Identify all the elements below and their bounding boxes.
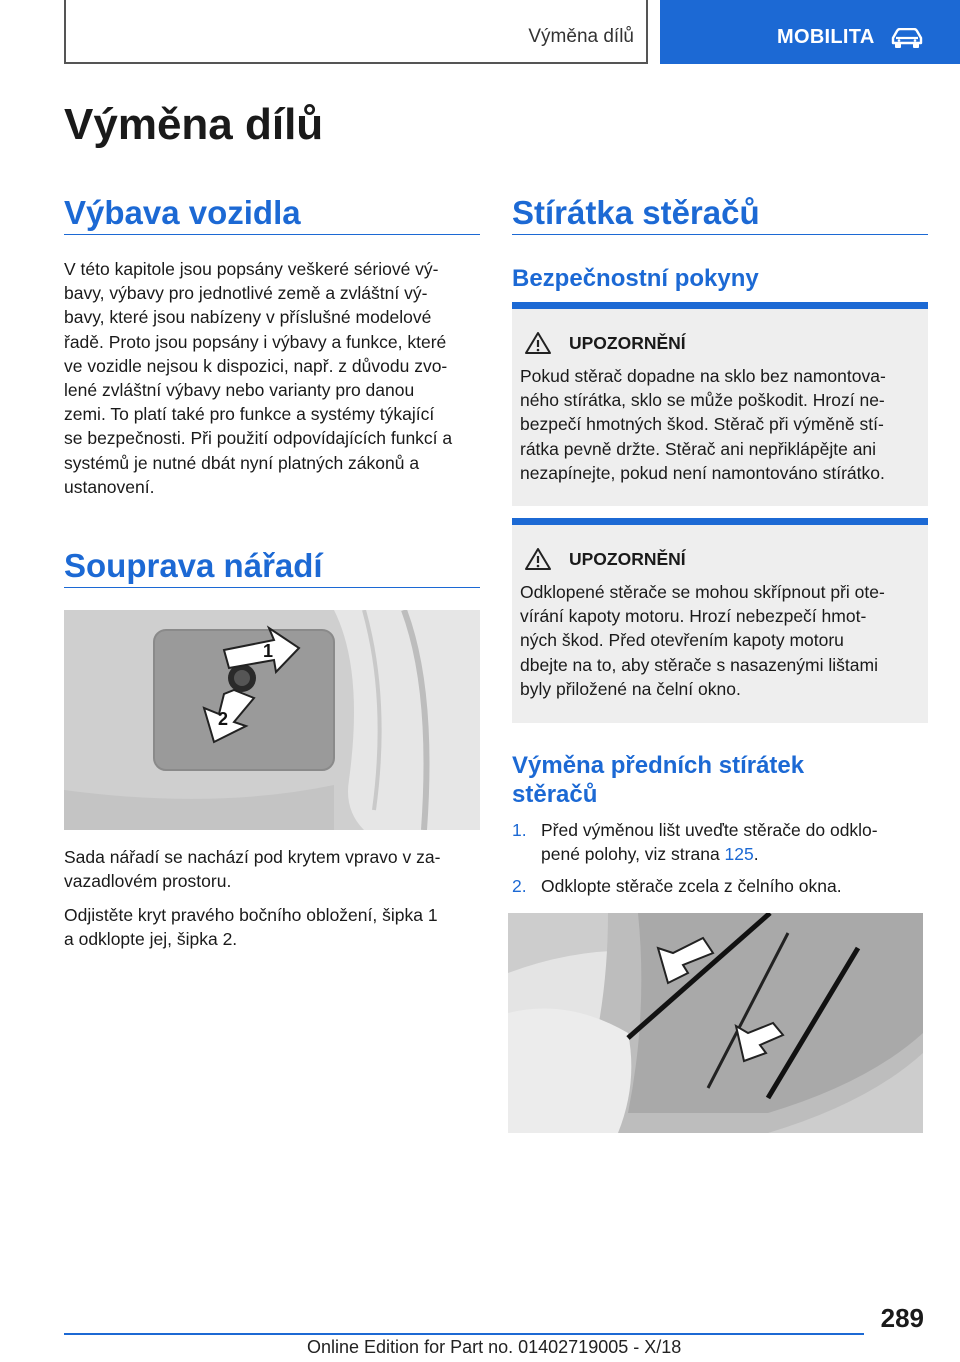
footer-rule [64, 1333, 864, 1335]
heading-stiratka: Stírátka stěračů [512, 194, 760, 231]
step-number: 1. [512, 820, 527, 840]
heading-vybava: Výbava vozidla [64, 194, 301, 231]
wiper-photo [508, 913, 923, 1133]
figure-label-1: 1 [263, 641, 274, 661]
warning-text: Odklopené stěrače se mohou skřípnout při ote‐ vírání kapoty motoru. Hrozí nebezpečí hmot‐ ných škod. Před otevřením kapoty motoru dbejte na to, aby stěrače s nasazenými lištami byly přiložené na čelní okno. [520, 582, 885, 699]
step-text: Před výměnou lišt uveďte stěrače do odklo‐ pené polohy, viz strana 125. [541, 820, 878, 865]
warning-box [512, 302, 928, 506]
warning-triangle-icon [524, 331, 552, 355]
warning-text: Pokud stěrač dopadne na sklo bez namontova‐ ného stírátka, sklo se může poškodit. Hrozí ne‐ bezpečí hmotných škod. Stěrač při výměně stí‐ rátka pevně držte. Stěrač ani nepřiklápějte ani nezapínejte, pokud není namontováno stírátko. [520, 366, 886, 483]
footer-edition-text: Online Edition for Part no. 01402719005 - X/18 [307, 1337, 682, 1357]
warning-triangle-icon [524, 547, 552, 571]
page-number: 289 [880, 1303, 924, 1333]
page-reference-link[interactable]: 125 [724, 844, 754, 865]
car-icon [890, 28, 924, 50]
step-item [512, 874, 932, 900]
heading-rule [512, 234, 928, 235]
page-title: Výměna dílů [64, 100, 324, 149]
step-number: 2. [512, 876, 527, 896]
heading-vymena-prednich-stiratek: Výměna předních stírátek stěračů [512, 752, 805, 808]
souprava-paragraph-1: Sada nářadí se nachází pod krytem vpravo v za‐ vazadlovém prostoru. [64, 847, 441, 892]
step-text: Odklopte stěrače zcela z čelního okna. [541, 876, 842, 896]
souprava-paragraph-2: Odjistěte kryt pravého bočního obložení, šipka 1 a odklopte jej, šipka 2. [64, 905, 438, 950]
header-section-title: Výměna dílů [528, 26, 634, 47]
vybava-paragraph: V této kapitole jsou popsány veškeré sériové vý‐ bavy, výbavy pro jednotlivé země a zvláštní vý‐ bavy, které jsou nabízeny v příslušné modelové řadě. Proto jsou popsány i výbavy a funkce, které ve vozidle nejsou k dispozici, např. z důvodu zvo‐ lené zvláštní výbavy nebo varianty pro danou zemi. To platí také pro funkce a systémy týkající se bezpečnosti. Při použití odpovídajících funkcí a systémů je nutné dbát nyní platných zákonů a ustanovení. [64, 259, 453, 497]
heading-rule [64, 587, 480, 588]
step-item [512, 818, 932, 868]
header-chapter-label: MOBILITA [777, 26, 875, 48]
heading-rule [64, 234, 480, 235]
warning-label: UPOZORNĚNÍ [569, 333, 686, 353]
heading-bezpecnostni-pokyny: Bezpečnostní pokyny [512, 265, 759, 292]
figure-label-2: 2 [218, 709, 229, 729]
header-chapter-tab[interactable] [660, 0, 960, 64]
warning-box [512, 518, 928, 723]
heading-souprava: Souprava nářadí [64, 547, 323, 584]
toolkit-photo [64, 610, 480, 830]
warning-label: UPOZORNĚNÍ [569, 549, 686, 569]
header-section-box [64, 0, 648, 64]
